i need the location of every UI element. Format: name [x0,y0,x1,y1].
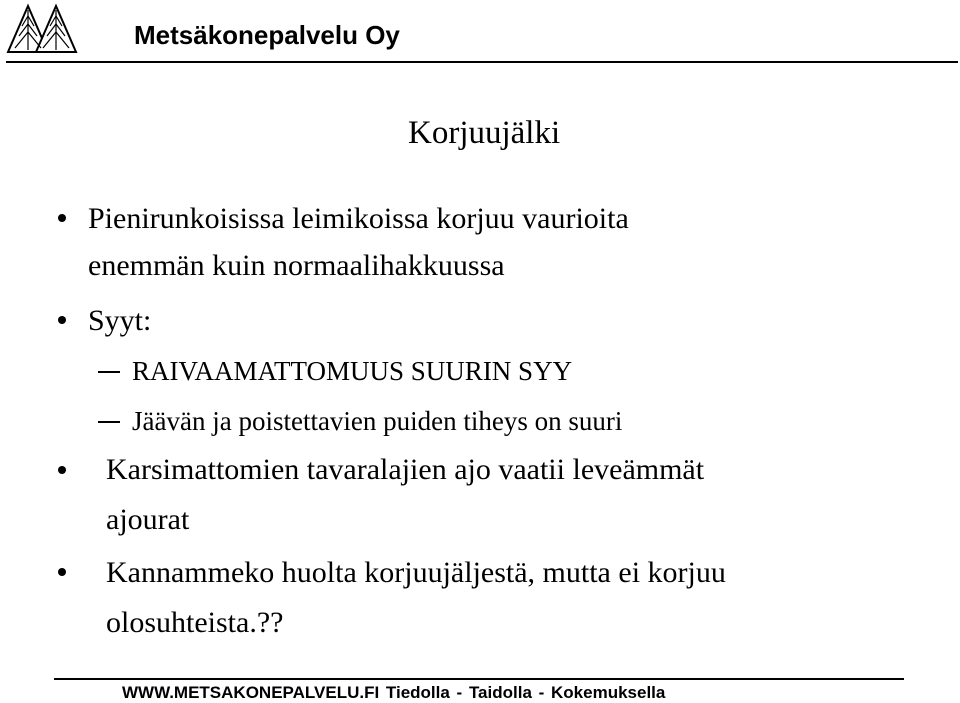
bullet-2-line-1: Syyt: [88,304,152,337]
bullet-3-line-1: Karsimattomien tavaralajien ajo vaatii leveämmät [106,453,705,486]
bullet-4 [106,548,726,648]
bullet-icon [58,568,66,576]
footer-divider [54,678,904,680]
header-divider [6,61,958,63]
tree-mountains-icon [6,2,78,54]
bullet-icon [58,466,66,474]
dash-icon [98,371,120,373]
bullet-1-line-1: Pienirunkoisissa leimikoissa korjuu vaurioita [88,202,629,235]
bullet-1 [88,195,629,289]
subitem-2: Jäävän ja poistettavien puiden tiheys on suuri [132,406,623,436]
bullet-3 [106,445,704,545]
bullet-4-line-2: olosuhteista.?? [106,606,284,639]
bullet-1-line-2: enemmän kuin normaalihakkuussa [88,249,505,282]
bullet-2 [88,297,151,344]
dash-icon [98,421,120,423]
bullet-3-line-2: ajourat [106,503,190,536]
bullet-icon [58,316,66,324]
bullet-icon [58,214,66,222]
subitem-1: RAIVAAMATTOMUUS SUURIN SYY [132,356,573,386]
company-name: Metsäkonepalvelu Oy [134,20,400,50]
slide-title: Korjuujälki [408,115,561,151]
bullet-4-line-1: Kannammeko huolta korjuujäljestä, mutta ei korjuu [106,556,726,589]
footer-text: WWW.METSAKONEPALVELU.FI Tiedolla - Taidolla - Kokemuksella [122,683,666,702]
